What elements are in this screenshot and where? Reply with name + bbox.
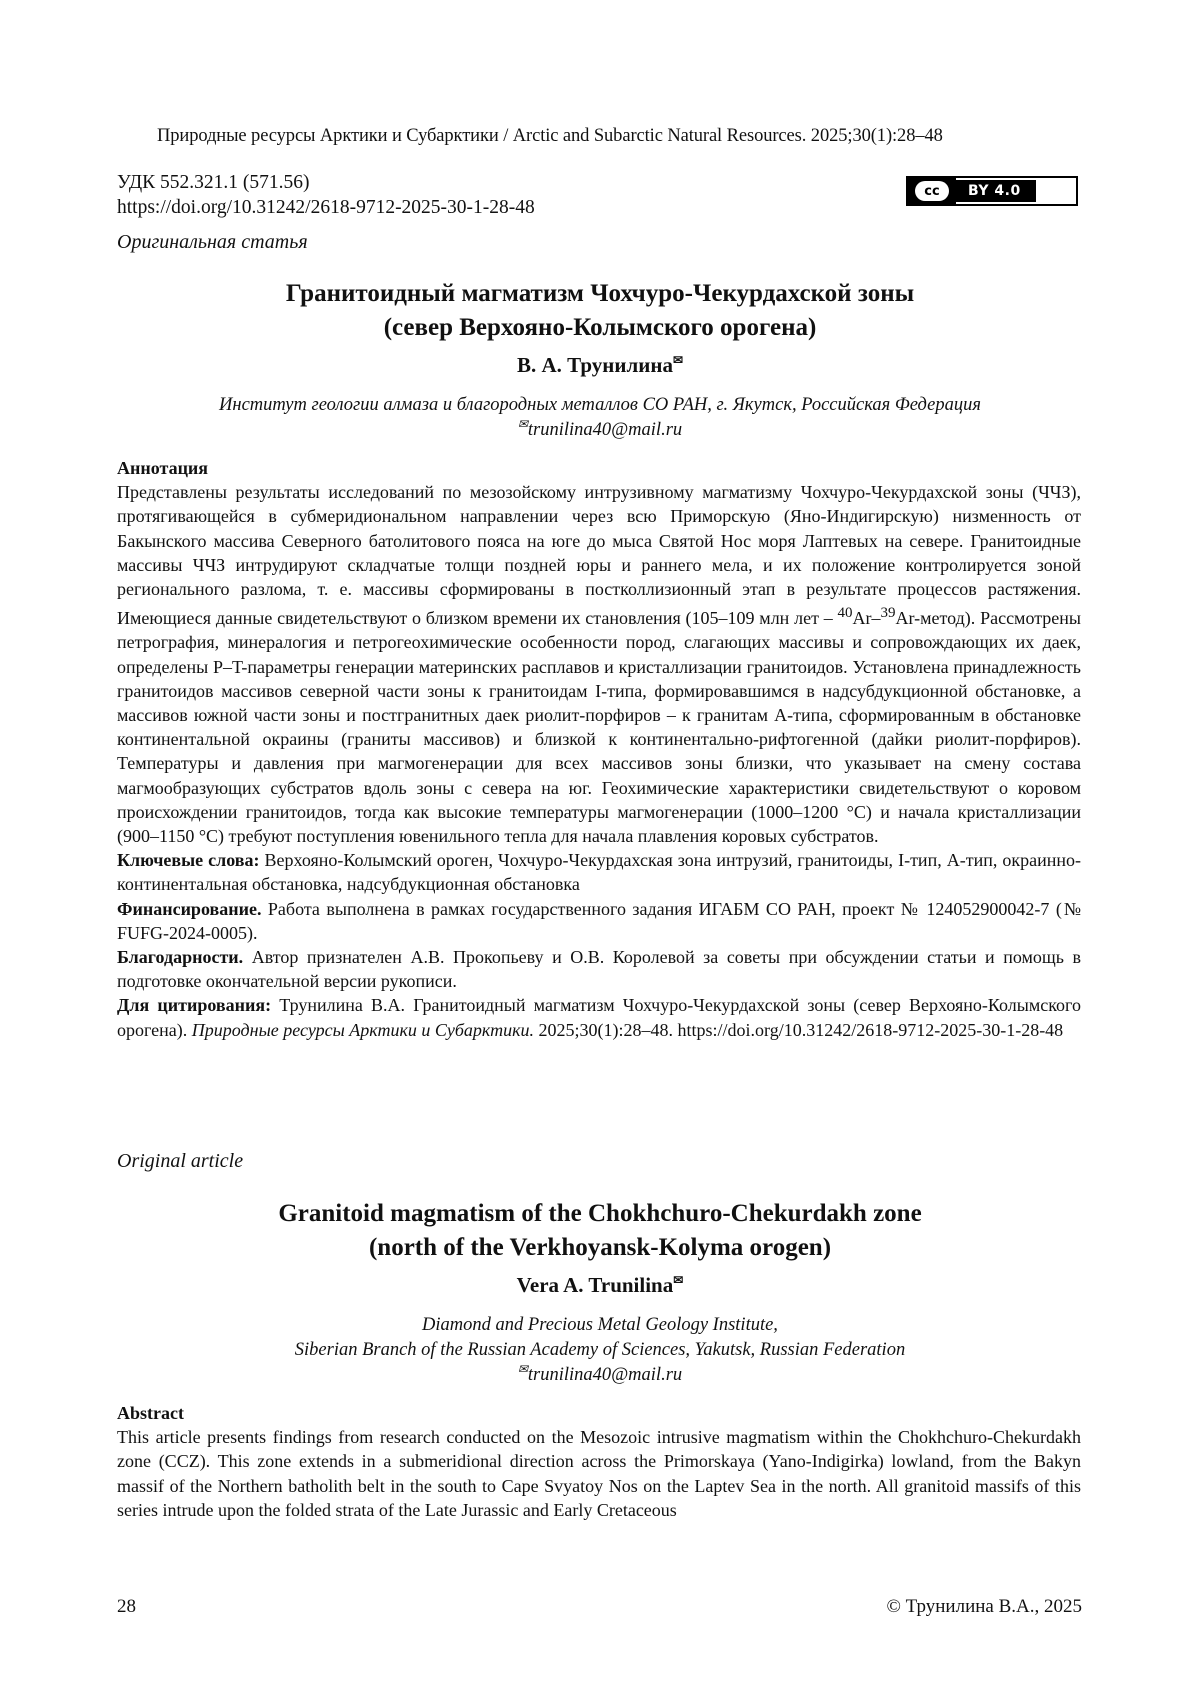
cc-license-badge[interactable]: [906, 176, 1078, 206]
doi-link[interactable]: https://doi.org/10.31242/2618-9712-2025-30-1-28-48: [117, 197, 535, 218]
page-number: 28: [117, 1596, 136, 1617]
article-type-ru: Оригинальная статья: [117, 231, 308, 253]
udk-code: УДК 552.321.1 (571.56): [117, 172, 310, 193]
author-ru-name: В. А. Трунилина: [516, 353, 673, 377]
envelope-icon: ✉: [517, 417, 528, 431]
title-en: [100, 1197, 1100, 1265]
journal-header: Природные ресурсы Арктики и Субарктики / Arctic and Subarctic Natural Resources. 2025;30(1):28–48: [157, 126, 943, 146]
affiliation-en: [100, 1313, 1100, 1388]
cc-logo-icon: [908, 178, 956, 204]
envelope-icon: ✉: [673, 1273, 684, 1287]
keywords-ru: Ключевые слова: Верхояно-Колымский ороген, Чохчуро-Чекурдахская зона интрузий, гранитоиды, I-тип, А-тип, окраинно-континентальная обстановка, надсубдукционная обстановка: [117, 850, 1081, 895]
author-en: [100, 1273, 1100, 1298]
abstract-heading-en: Abstract: [117, 1403, 184, 1423]
funding-ru: Финансирование. Работа выполнена в рамках государственного задания ИГАБМ СО РАН, проект № 124052900042-7 (№ FUFG-2024-0005).: [117, 898, 1081, 943]
cc-logo-text: cc: [915, 181, 949, 201]
citation-ru: Для цитирования: Трунилина В.А. Гранитоидный магматизм Чохчуро-Чекурдахской зоны (север Верхояно-Колымского орогена). Природные ресурсы Арктики и Субарктики. 2025;30(1):28–48. https://doi.org/10.31242/2618-9712-2025-30-1-28-48: [117, 995, 1081, 1040]
affiliation-en-line1: Diamond and Precious Metal Geology Institute,: [422, 1315, 778, 1335]
acknowledgements-ru: Благодарности. Автор признателен А.В. Прокопьеву и О.В. Королевой за советы при обсуждении статьи и помощь в подготовке окончательной версии рукописи.: [117, 947, 1081, 992]
license-label: BY 4.0: [956, 180, 1036, 202]
email-en[interactable]: trunilina40@mail.ru: [527, 1365, 683, 1386]
copyright: © Трунилина В.А., 2025: [886, 1596, 1082, 1617]
abstract-text-en: This article presents findings from research conducted on the Mesozoic intrusive magmatism within the Chokhchuro-Chekurdakh zone (CCZ). This zone extends in a submeridional direction across the Primorskaya (Yano-Indigirka) lowland, from the Bakyn massif of the Northern batholith belt in the south to Cape Svyatoy Nos on the Laptev Sea in the north. All granitoid massifs of this series intrude upon the folded strata of the Late Jurassic and Early Cretaceous: [117, 1427, 1081, 1520]
affiliation-ru-text: Институт геологии алмаза и благородных металлов СО РАН, г. Якутск, Российская Федерация: [219, 395, 981, 415]
article-type-en: Original article: [117, 1150, 244, 1172]
title-en-line1: Granitoid magmatism of the Chokhchuro-Chekurdakh zone: [278, 1200, 922, 1227]
abstract-text-ru: Представлены результаты исследований по мезозойскому интрузивному магматизму Чохчуро-Чекурдахской зоны (ЧЧЗ), протягивающейся в субмеридиональном направлении через всю Приморскую (Яно-Индигирскую) низменность от Бакынского массива Северного батолитового пояса на юге до мыса Святой Нос моря Лаптевых на севере. Гранитоидные массивы ЧЧЗ интрудируют складчатые толщи поздней юры и раннего мела, и их положение контролируется зоной регионального разлома, т. е. массивы сформированы в постколлизионный этап в результате процессов растяжения. Имеющиеся данные свидетельствуют о близком времени их становления (105–109 млн лет – $^{40}$Ar–$^{39}$Ar-метод). Рассмотрены петрография, минералогия и петрогеохимические особенности пород, слагающих массивы и сопровождающих их даек, определены P–T-параметры генерации материнских расплавов и кристаллизации гранитоидов. Установлена принадлежность гранитоидов массивов северной части зоны к гранитоидам I-типа, формировавшимся в надсубдукционной обстановке, а массивов южной части зоны и постгранитных даек риолит-порфиров – к гранитам А-типа, сформированным в обстановке континентальной окраины (граниты массивов) и близкой к континентально-рифтогенной (дайки риолит-порфиров). Температуры и давления при магмогенерации для всех массивов зоны близки, что указывает на смену состава магмообразующих субстратов вдоль зоны с севера на юг. Геохимические характеристики свидетельствуют о коровом происхождении гранитоидов, тогда как высокие температуры магмогенерации (1000–1200 °С) и начала кристаллизации (900–1150 °С) требуют поступления ювенильного тепла для начала плавления коровых субстратов.: [117, 482, 1082, 847]
title-en-line2: (north of the Verkhoyansk-Kolyma orogen): [368, 1234, 832, 1261]
title-ru: [100, 277, 1100, 345]
envelope-icon: ✉: [517, 1362, 528, 1376]
author-ru: [100, 353, 1100, 378]
affiliation-ru: [100, 393, 1100, 443]
title-ru-line1: Гранитоидный магматизм Чохчуро-Чекурдахской зоны: [285, 280, 915, 307]
envelope-icon: ✉: [672, 353, 684, 367]
author-en-name: Vera A. Trunilina: [516, 1273, 674, 1297]
abstract-heading-ru: Аннотация: [117, 458, 209, 478]
abstract-en: [117, 1401, 1081, 1522]
title-ru-line2: (север Верхояно-Колымского орогена): [383, 314, 817, 341]
abstract-ru: [117, 456, 1081, 1042]
affiliation-en-line2: Siberian Branch of the Russian Academy of Sciences, Yakutsk, Russian Federation: [294, 1340, 906, 1360]
article-meta: [117, 170, 535, 220]
email-ru[interactable]: trunilina40@mail.ru: [527, 420, 683, 441]
